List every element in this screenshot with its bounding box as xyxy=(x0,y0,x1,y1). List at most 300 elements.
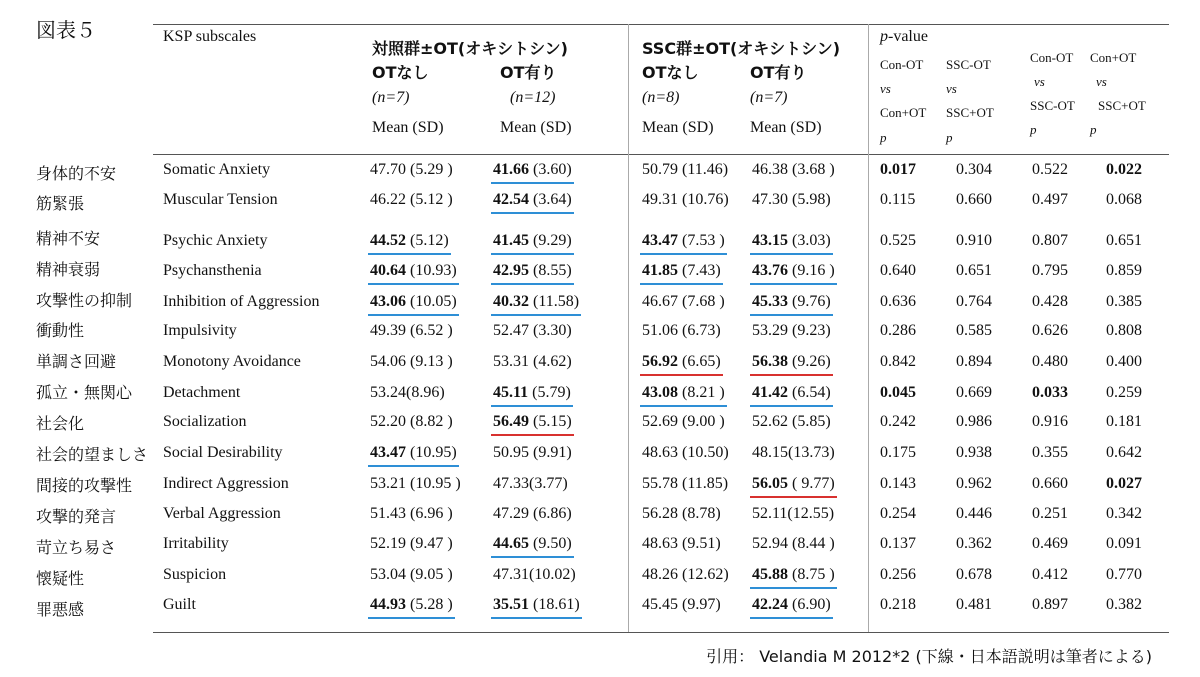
mean-sd-cell xyxy=(370,413,453,431)
mean-value: 47.30 xyxy=(752,191,788,208)
sd-value: (8.82 ) xyxy=(406,413,453,430)
p-value-cell: 0.385 xyxy=(1106,293,1142,310)
mean-sd-cell xyxy=(642,232,725,250)
mean-value: 53.21 xyxy=(370,475,406,492)
sd-value: (8.55) xyxy=(529,262,572,279)
blue-underline xyxy=(368,314,459,316)
blue-underline xyxy=(750,587,837,589)
mean-value: 52.11 xyxy=(752,505,788,522)
p-value-cell: 0.143 xyxy=(880,475,916,492)
subscales-header: KSP subscales xyxy=(163,28,257,45)
p-value-cell: 0.651 xyxy=(1106,232,1142,249)
sd-value: (5.28 ) xyxy=(406,596,453,613)
sd-value: (9.23) xyxy=(788,322,831,339)
mean-value: 56.05 xyxy=(752,475,788,492)
mean-value: 48.63 xyxy=(642,535,678,552)
sd-value: (8.78) xyxy=(678,505,721,522)
p-value-cell: 0.859 xyxy=(1106,262,1142,279)
sd-value: (6.96 ) xyxy=(406,505,453,522)
sd-value: (9.91) xyxy=(529,444,572,461)
sd-value: (11.58) xyxy=(529,293,580,310)
mean-sd-cell xyxy=(642,293,725,311)
blue-underline xyxy=(750,314,833,316)
group-divider xyxy=(628,24,629,632)
mean-value: 56.38 xyxy=(752,353,788,370)
header-rule xyxy=(153,154,1169,155)
p-value-cell: 0.342 xyxy=(1106,505,1142,522)
mean-value: 43.47 xyxy=(642,232,678,249)
mean-value: 44.93 xyxy=(370,596,406,613)
pvalue-divider xyxy=(868,24,869,632)
cmp3-b: SSC-OT xyxy=(1030,98,1075,113)
mean-value: 40.32 xyxy=(493,293,529,310)
cmp4-a: Con+OT xyxy=(1090,50,1137,65)
p-value-cell: 0.286 xyxy=(880,322,916,339)
sd-value: (5.12 ) xyxy=(406,191,453,208)
cmp1-b: Con+OT xyxy=(880,105,927,120)
p-value-cell: 0.660 xyxy=(1032,475,1068,492)
mean-value: 56.92 xyxy=(642,353,678,370)
blue-underline xyxy=(750,283,837,285)
cmp3-p: p xyxy=(1030,122,1037,137)
row-jp-label: 苛立ち易さ xyxy=(36,538,117,557)
sd-value: (6.90) xyxy=(788,596,831,613)
blue-underline xyxy=(750,405,833,407)
p-value-cell: 0.181 xyxy=(1106,413,1142,430)
mean-sd-cell xyxy=(752,161,835,179)
p-value-cell: 0.640 xyxy=(880,262,916,279)
mean-sd-cell xyxy=(642,262,721,280)
mean-sd-cell xyxy=(493,413,572,431)
mean-value: 49.31 xyxy=(642,191,678,208)
mean-value: 43.76 xyxy=(752,262,788,279)
mean-sd-4: Mean (SD) xyxy=(750,119,822,136)
p-value-cell: 0.522 xyxy=(1032,161,1068,178)
mean-value: 46.67 xyxy=(642,293,678,310)
sd-value: (6.52 ) xyxy=(406,322,453,339)
p-value-cell: 0.115 xyxy=(880,191,916,208)
p-value-cell: 0.033 xyxy=(1032,384,1068,401)
mean-value: 42.95 xyxy=(493,262,529,279)
p-value-cell: 0.017 xyxy=(880,161,916,178)
mean-value: 43.47 xyxy=(370,444,406,461)
mean-sd-cell xyxy=(752,444,835,462)
row-jp-label: 単調さ回避 xyxy=(36,352,117,371)
mean-value: 42.54 xyxy=(493,191,529,208)
sd-value: (6.86) xyxy=(529,505,572,522)
mean-sd-cell xyxy=(493,262,572,280)
row-subscale-name: Social Desirability xyxy=(163,444,283,461)
row-subscale-name: Verbal Aggression xyxy=(163,505,281,522)
p-value-cell: 0.678 xyxy=(956,566,992,583)
sd-value: (5.98) xyxy=(788,191,831,208)
p-value-cell: 0.894 xyxy=(956,353,992,370)
p-value-cell: 0.626 xyxy=(1032,322,1068,339)
mean-value: 48.26 xyxy=(642,566,678,583)
sd-value: (9.29) xyxy=(529,232,572,249)
mean-sd-cell xyxy=(642,535,721,553)
mean-value: 41.85 xyxy=(642,262,678,279)
mean-sd-cell xyxy=(493,384,571,402)
sd-value: (3.03) xyxy=(788,232,831,249)
mean-sd-cell xyxy=(642,384,725,402)
mean-value: 52.19 xyxy=(370,535,406,552)
mean-value: 55.78 xyxy=(642,475,678,492)
ssc-ot-without: OTなし xyxy=(642,63,699,82)
mean-sd-cell xyxy=(493,566,576,584)
mean-sd-cell xyxy=(370,384,445,402)
bottom-rule xyxy=(153,632,1169,633)
ssc-group-title: SSC群±OT(オキシトシン) xyxy=(642,39,841,58)
p-value-cell: 0.651 xyxy=(956,262,992,279)
mean-value: 56.49 xyxy=(493,413,529,430)
row-jp-label: 懐疑性 xyxy=(36,569,85,588)
mean-sd-cell xyxy=(370,444,457,462)
mean-value: 44.65 xyxy=(493,535,529,552)
p-value-cell: 0.938 xyxy=(956,444,992,461)
mean-sd-cell xyxy=(493,505,572,523)
sd-value: (10.05) xyxy=(406,293,457,310)
row-jp-label: 孤立・無関心 xyxy=(36,383,133,402)
control-group-title: 対照群±OT(オキシトシン) xyxy=(372,39,568,58)
sd-value: (10.02) xyxy=(529,566,576,583)
cmp3-vs: vs xyxy=(1034,74,1045,89)
p-value-cell: 0.808 xyxy=(1106,322,1142,339)
row-jp-label: 精神不安 xyxy=(36,229,101,248)
blue-underline xyxy=(750,253,833,255)
row-subscale-name: Inhibition of Aggression xyxy=(163,293,320,310)
sd-value: (13.73) xyxy=(788,444,835,461)
p-value-cell: 0.218 xyxy=(880,596,916,613)
mean-value: 41.42 xyxy=(752,384,788,401)
cmp2-b: SSC+OT xyxy=(946,105,994,120)
blue-underline xyxy=(491,314,581,316)
p-value-cell: 0.027 xyxy=(1106,475,1142,492)
mean-sd-cell xyxy=(752,293,831,311)
sd-value: (10.93) xyxy=(406,262,457,279)
mean-sd-cell xyxy=(370,535,453,553)
sd-value: (4.62) xyxy=(529,353,572,370)
blue-underline xyxy=(491,212,574,214)
blue-underline xyxy=(640,283,723,285)
sd-value: (9.13 ) xyxy=(406,353,453,370)
mean-value: 53.31 xyxy=(493,353,529,370)
p-value-cell: 0.962 xyxy=(956,475,992,492)
p-value-cell: 0.480 xyxy=(1032,353,1068,370)
mean-value: 41.66 xyxy=(493,161,529,178)
row-subscale-name: Monotony Avoidance xyxy=(163,353,301,370)
sd-value: (6.73) xyxy=(678,322,721,339)
mean-sd-cell xyxy=(493,475,568,493)
mean-sd-cell xyxy=(370,293,457,311)
sd-value: (6.65) xyxy=(678,353,721,370)
mean-value: 50.95 xyxy=(493,444,529,461)
row-subscale-name: Guilt xyxy=(163,596,196,613)
sd-value: (7.53 ) xyxy=(678,232,725,249)
cmp4-b: SSC+OT xyxy=(1098,98,1146,113)
mean-value: 53.29 xyxy=(752,322,788,339)
sd-value: (3.68 ) xyxy=(788,161,835,178)
row-subscale-name: Muscular Tension xyxy=(163,191,278,208)
citation: 引用： Velandia M 2012*2 (下線・日本語説明は筆者による) xyxy=(706,647,1152,666)
p-value-cell: 0.175 xyxy=(880,444,916,461)
n-con-ot: (n=12) xyxy=(510,89,556,106)
mean-value: 45.88 xyxy=(752,566,788,583)
blue-underline xyxy=(491,617,582,619)
sd-value: (7.43) xyxy=(678,262,721,279)
mean-sd-cell xyxy=(642,475,728,493)
sd-value: (3.77) xyxy=(529,475,568,492)
mean-value: 52.94 xyxy=(752,535,788,552)
n-ssc-ot: (n=7) xyxy=(750,89,788,106)
mean-sd-cell xyxy=(493,535,572,553)
sd-value: (5.29 ) xyxy=(406,161,453,178)
row-subscale-name: Psychansthenia xyxy=(163,262,262,279)
n-con: (n=7) xyxy=(372,89,410,106)
row-jp-label: 社会化 xyxy=(36,414,85,433)
p-value-cell: 0.481 xyxy=(956,596,992,613)
mean-sd-cell xyxy=(370,566,453,584)
cmp4-vs: vs xyxy=(1096,74,1107,89)
p-value-cell: 0.525 xyxy=(880,232,916,249)
mean-value: 54.06 xyxy=(370,353,406,370)
blue-underline xyxy=(491,253,574,255)
p-value-cell: 0.770 xyxy=(1106,566,1142,583)
p-value-cell: 0.428 xyxy=(1032,293,1068,310)
mean-value: 53.24 xyxy=(370,384,406,401)
mean-value: 35.51 xyxy=(493,596,529,613)
sd-value: (5.79) xyxy=(528,384,571,401)
blue-underline xyxy=(368,617,455,619)
con-ot-without: OTなし xyxy=(372,63,429,82)
mean-sd-cell xyxy=(370,161,453,179)
cmp2-p: p xyxy=(946,130,953,145)
mean-sd-cell xyxy=(642,505,721,523)
mean-value: 51.43 xyxy=(370,505,406,522)
sd-value: (9.76) xyxy=(788,293,831,310)
cmp3-a: Con-OT xyxy=(1030,50,1074,65)
cmp1-p: p xyxy=(880,130,887,145)
mean-sd-cell xyxy=(370,262,457,280)
blue-underline xyxy=(491,405,573,407)
p-value-cell: 0.412 xyxy=(1032,566,1068,583)
row-jp-label: 社会的望ましさ xyxy=(36,445,149,464)
mean-sd-cell xyxy=(493,444,572,462)
p-value-cell: 0.642 xyxy=(1106,444,1142,461)
mean-value: 43.08 xyxy=(642,384,678,401)
mean-sd-cell xyxy=(752,566,835,584)
mean-value: 47.33 xyxy=(493,475,529,492)
mean-sd-cell xyxy=(642,353,721,371)
row-subscale-name: Irritability xyxy=(163,535,229,552)
sd-value: (18.61) xyxy=(529,596,580,613)
p-value-cell: 0.251 xyxy=(1032,505,1068,522)
mean-value: 48.63 xyxy=(642,444,678,461)
cmp2-a: SSC-OT xyxy=(946,57,991,72)
p-value-cell: 0.382 xyxy=(1106,596,1142,613)
row-jp-label: 筋緊張 xyxy=(36,194,85,213)
sd-value: ( 9.77) xyxy=(788,475,835,492)
mean-sd-cell xyxy=(752,596,831,614)
p-value-cell: 0.068 xyxy=(1106,191,1142,208)
sd-value: (5.12) xyxy=(406,232,449,249)
mean-sd-cell xyxy=(642,161,728,179)
blue-underline xyxy=(368,465,459,467)
sd-value: (5.85) xyxy=(788,413,831,430)
sd-value: (7.68 ) xyxy=(678,293,725,310)
p-value-cell: 0.091 xyxy=(1106,535,1142,552)
sd-value: (9.05 ) xyxy=(406,566,453,583)
sd-value: (3.30) xyxy=(529,322,572,339)
mean-value: 52.69 xyxy=(642,413,678,430)
row-subscale-name: Impulsivity xyxy=(163,322,237,339)
mean-sd-cell xyxy=(493,161,572,179)
mean-sd-cell xyxy=(752,232,831,250)
row-jp-label: 精神衰弱 xyxy=(36,260,101,279)
mean-value: 49.39 xyxy=(370,322,406,339)
mean-sd-cell xyxy=(493,596,580,614)
p-value-cell: 0.795 xyxy=(1032,262,1068,279)
mean-value: 52.62 xyxy=(752,413,788,430)
mean-value: 50.79 xyxy=(642,161,678,178)
mean-sd-cell xyxy=(370,475,461,493)
sd-value: (9.00 ) xyxy=(678,413,725,430)
mean-value: 51.06 xyxy=(642,322,678,339)
sd-value: (9.51) xyxy=(678,535,721,552)
p-value-cell: 0.897 xyxy=(1032,596,1068,613)
p-value-cell: 0.242 xyxy=(880,413,916,430)
p-value-cell: 0.137 xyxy=(880,535,916,552)
sd-value: (8.21 ) xyxy=(678,384,725,401)
mean-sd-cell xyxy=(752,262,835,280)
p-value-cell: 0.259 xyxy=(1106,384,1142,401)
mean-value: 48.15 xyxy=(752,444,788,461)
blue-underline xyxy=(368,253,451,255)
mean-sd-cell xyxy=(752,413,831,431)
blue-underline xyxy=(640,405,727,407)
mean-sd-cell xyxy=(752,535,835,553)
sd-value: (9.26) xyxy=(788,353,831,370)
mean-sd-cell xyxy=(752,322,831,340)
mean-value: 45.11 xyxy=(493,384,529,401)
cmp1-a: Con-OT xyxy=(880,57,924,72)
sd-value: (10.95) xyxy=(406,444,457,461)
mean-sd-cell xyxy=(370,505,453,523)
mean-sd-cell xyxy=(370,596,453,614)
mean-value: 46.38 xyxy=(752,161,788,178)
p-value-cell: 0.400 xyxy=(1106,353,1142,370)
n-ssc: (n=8) xyxy=(642,89,680,106)
mean-value: 56.28 xyxy=(642,505,678,522)
mean-sd-cell xyxy=(642,413,725,431)
sd-value: (9.50) xyxy=(529,535,572,552)
p-value-cell: 0.842 xyxy=(880,353,916,370)
p-value-cell: 0.807 xyxy=(1032,232,1068,249)
p-value-cell: 0.636 xyxy=(880,293,916,310)
p-value-cell: 0.986 xyxy=(956,413,992,430)
mean-sd-cell xyxy=(752,384,831,402)
p-value-cell: 0.916 xyxy=(1032,413,1068,430)
sd-value: (11.46) xyxy=(678,161,729,178)
p-value-cell: 0.446 xyxy=(956,505,992,522)
cmp2-vs: vs xyxy=(946,81,957,96)
mean-sd-cell xyxy=(752,475,835,493)
p-value-cell: 0.362 xyxy=(956,535,992,552)
red-underline xyxy=(750,496,837,498)
mean-value: 42.24 xyxy=(752,596,788,613)
mean-sd-cell xyxy=(493,191,572,209)
figure-label: 図表５ xyxy=(36,18,96,42)
row-subscale-name: Indirect Aggression xyxy=(163,475,289,492)
row-subscale-name: Somatic Anxiety xyxy=(163,161,271,178)
mean-value: 47.70 xyxy=(370,161,406,178)
mean-sd-cell xyxy=(493,232,572,250)
sd-value: (9.47 ) xyxy=(406,535,453,552)
mean-sd-cell xyxy=(370,322,453,340)
row-jp-label: 攻撃的発言 xyxy=(36,507,117,526)
row-jp-label: 攻撃性の抑制 xyxy=(36,291,133,310)
sd-value: (10.76) xyxy=(678,191,729,208)
sd-value: (12.55) xyxy=(787,505,835,522)
sd-value: (8.96) xyxy=(406,384,445,401)
mean-sd-cell xyxy=(493,293,579,311)
mean-sd-cell xyxy=(493,353,572,371)
mean-value: 43.15 xyxy=(752,232,788,249)
sd-value: (11.85) xyxy=(678,475,729,492)
sd-value: (8.44 ) xyxy=(788,535,835,552)
mean-value: 41.45 xyxy=(493,232,529,249)
mean-value: 40.64 xyxy=(370,262,406,279)
sd-value: (3.64) xyxy=(529,191,572,208)
mean-value: 45.45 xyxy=(642,596,678,613)
mean-sd-cell xyxy=(370,353,453,371)
mean-sd-1: Mean (SD) xyxy=(372,119,444,136)
sd-value: (9.97) xyxy=(678,596,721,613)
row-subscale-name: Detachment xyxy=(163,384,241,401)
cmp1-vs: vs xyxy=(880,81,891,96)
con-ot-with: OT有り xyxy=(500,63,557,82)
blue-underline xyxy=(491,283,574,285)
mean-value: 45.33 xyxy=(752,293,788,310)
p-value-cell: 0.585 xyxy=(956,322,992,339)
sd-value: (6.54) xyxy=(788,384,831,401)
sd-value: (8.75 ) xyxy=(788,566,835,583)
mean-sd-cell xyxy=(752,191,831,209)
row-jp-label: 身体的不安 xyxy=(36,164,117,183)
row-subscale-name: Psychic Anxiety xyxy=(163,232,268,249)
p-value-cell: 0.469 xyxy=(1032,535,1068,552)
row-jp-label: 罪悪感 xyxy=(36,600,85,619)
p-value-cell: 0.497 xyxy=(1032,191,1068,208)
mean-value: 43.06 xyxy=(370,293,406,310)
p-value-cell: 0.304 xyxy=(956,161,992,178)
p-value-cell: 0.254 xyxy=(880,505,916,522)
mean-sd-cell xyxy=(642,444,729,462)
p-value-cell: 0.910 xyxy=(956,232,992,249)
sd-value: (3.60) xyxy=(529,161,572,178)
red-underline xyxy=(491,434,574,436)
blue-underline xyxy=(491,182,574,184)
p-value-cell: 0.022 xyxy=(1106,161,1142,178)
blue-underline xyxy=(491,556,574,558)
cmp4-p: p xyxy=(1090,122,1097,137)
sd-value: (12.62) xyxy=(678,566,729,583)
sd-value: (9.16 ) xyxy=(788,262,835,279)
row-subscale-name: Socialization xyxy=(163,413,247,430)
mean-sd-2: Mean (SD) xyxy=(500,119,572,136)
mean-value: 52.20 xyxy=(370,413,406,430)
p-value-cell: 0.669 xyxy=(956,384,992,401)
